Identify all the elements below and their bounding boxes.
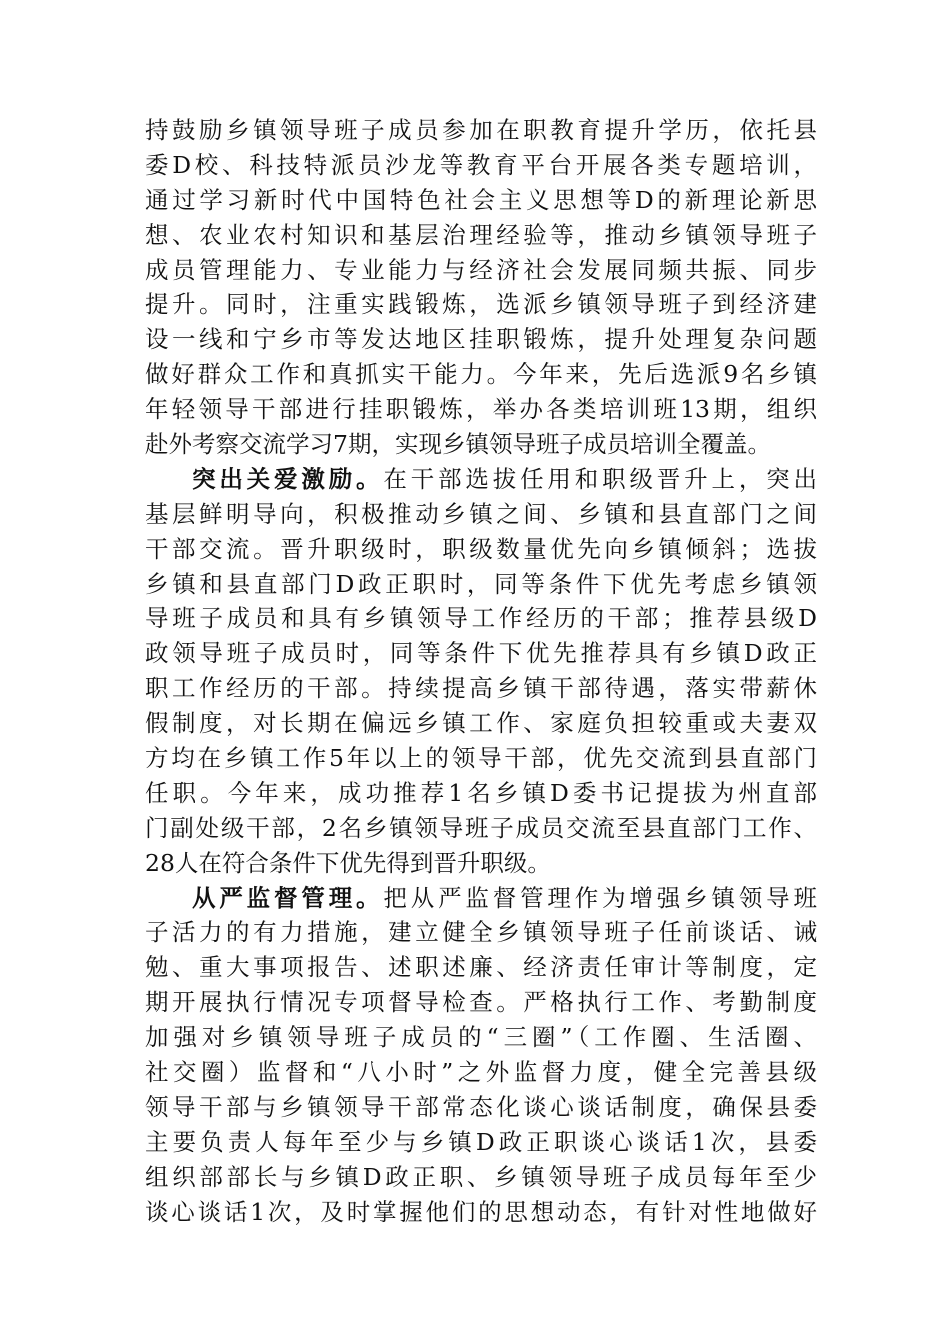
text-run: 把从严监督管理作为增强乡镇领导班 (383, 883, 818, 912)
text-line: 想、农业农村知识和基层治理经验等，推动乡镇领导班子 (145, 220, 817, 249)
text-line: 职工作经历的干部。持续提高乡镇干部待遇，落实带薪休 (145, 674, 817, 703)
text-line: 做好群众工作和真抓实干能力。今年来，先后选派9名乡镇 (145, 360, 817, 389)
text-line (145, 881, 817, 916)
text-line: 组织部部长与乡镇D政正职、乡镇领导班子成员每年至少 (145, 1162, 817, 1191)
text-line: 委D校、科技特派员沙龙等教育平台开展各类专题培训， (145, 150, 817, 179)
text-line: 政领导班子成员时，同等条件下优先推荐具有乡镇D政正 (145, 639, 817, 668)
text-line: 乡镇和县直部门D政正职时，同等条件下优先考虑乡镇领 (145, 569, 817, 598)
text-line: 28人在符合条件下优先得到晋升职级。 (145, 848, 551, 877)
text-line: 成员管理能力、专业能力与经济社会发展同频共振、同步 (145, 255, 817, 284)
text-line: 持鼓励乡镇领导班子成员参加在职教育提升学历，依托县 (145, 116, 817, 144)
text-line: 勉、重大事项报告、述职述廉、经济责任审计等制度，定 (145, 953, 817, 982)
text-line: 年轻领导干部进行挂职锻炼，举办各类培训班13期，组织 (145, 395, 817, 424)
text-line: 假制度，对长期在偏远乡镇工作、家庭负担较重或夫妻双 (145, 709, 817, 738)
paragraph-training (145, 113, 817, 462)
text-line (145, 462, 817, 497)
document-body (145, 113, 817, 1230)
text-line: 子活力的有力措施，建立健全乡镇领导班子任前谈话、诫 (145, 918, 817, 947)
text-line: 期开展执行情况专项督导检查。严格执行工作、考勤制度 (145, 988, 817, 1017)
text-line: 加强对乡镇领导班子成员的“三圈”（工作圈、生活圈、 (145, 1023, 817, 1052)
text-line: 基层鲜明导向，积极推动乡镇之间、乡镇和县直部门之间 (145, 499, 817, 528)
paragraph-heading: 突出关爱激励。 (192, 464, 384, 493)
text-line: 领导干部与乡镇领导干部常态化谈心谈话制度，确保县委 (145, 1092, 817, 1121)
text-line: 方均在乡镇工作5年以上的领导干部，优先交流到县直部门 (145, 744, 817, 773)
text-line: 提升。同时，注重实践锻炼，选派乡镇领导班子到经济建 (145, 290, 817, 319)
text-line: 导班子成员和具有乡镇领导工作经历的干部；推荐县级D (145, 604, 817, 633)
text-line: 任职。今年来，成功推荐1名乡镇D委书记提拔为州直部 (145, 778, 817, 807)
paragraph-supervision (145, 881, 817, 1230)
text-line: 赴外考察交流学习7期，实现乡镇领导班子成员培训全覆盖。 (145, 430, 771, 459)
text-line: 通过学习新时代中国特色社会主义思想等D的新理论新思 (145, 185, 817, 214)
text-line: 设一线和宁乡市等发达地区挂职锻炼，提升处理复杂问题 (145, 325, 817, 354)
paragraph-heading: 从严监督管理。 (192, 883, 384, 912)
text-line: 谈心谈话1次，及时掌握他们的思想动态，有针对性地做好 (145, 1197, 817, 1226)
text-line: 主要负责人每年至少与乡镇D政正职谈心谈话1次，县委 (145, 1127, 817, 1156)
paragraph-care-incentive (145, 462, 817, 881)
text-line: 干部交流。晋升职级时，职级数量优先向乡镇倾斜；选拔 (145, 534, 817, 563)
text-run: 在干部选拔任用和职级晋升上，突出 (383, 464, 818, 493)
text-line: 社交圈）监督和“八小时”之外监督力度，健全完善县级 (145, 1058, 817, 1087)
text-line: 门副处级干部，2名乡镇领导班子成员交流至县直部门工作、 (145, 813, 817, 842)
